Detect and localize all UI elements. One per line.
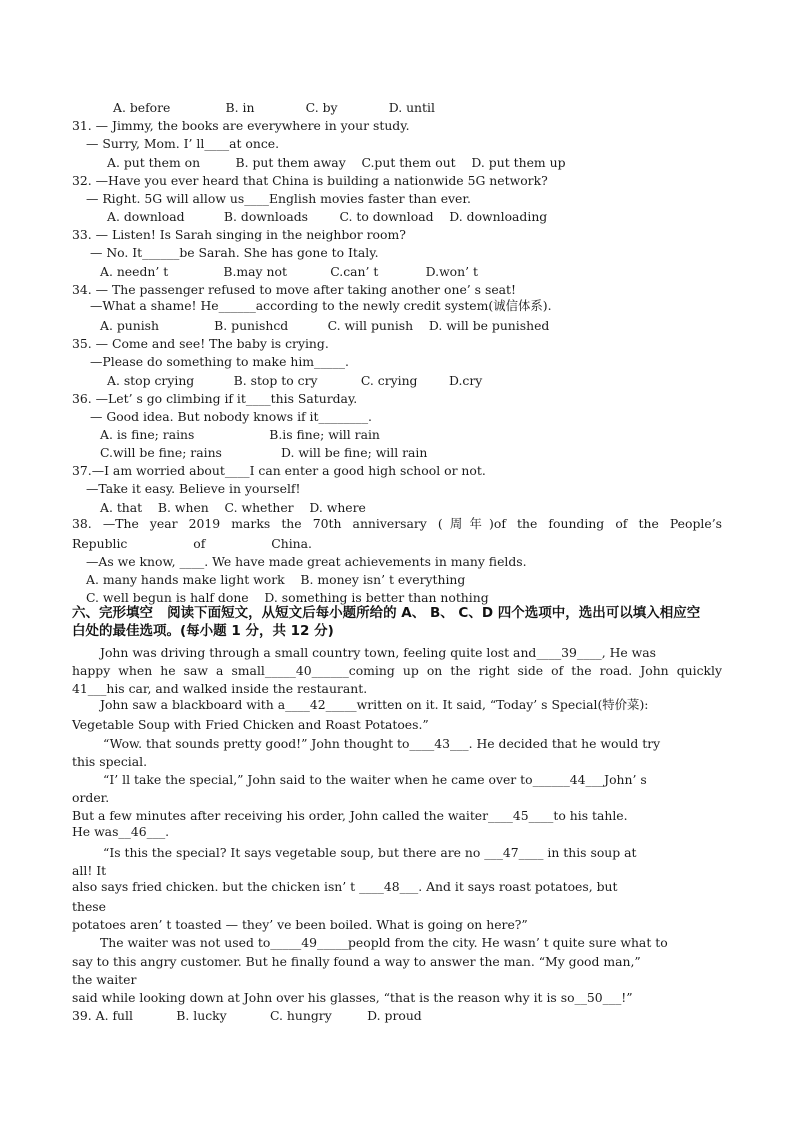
text-line-p3-l2: this special. bbox=[72, 754, 148, 769]
text-line-q30-opts: A. before B. in C. by D. until bbox=[113, 100, 435, 115]
text-line-p7-l2: say to this angry customer. But he finally found a way to answer the man. “My good man,” bbox=[72, 954, 641, 969]
text-line-q38-a: —As we know, ____. We have made great achievements in many fields. bbox=[86, 554, 527, 569]
text-line-q33-opts: A. needn’ t B.may not C.can’ t D.won’ t bbox=[100, 264, 478, 279]
text-line-p4-l2: order. bbox=[72, 790, 110, 805]
section-heading-line-1: 六、完形填空 阅读下面短文，从短文后每小题所给的 A、 B、 C、D 四个选项中，选出可以填入相应空 bbox=[72, 605, 701, 621]
text-line-p1-l2: happy when he saw a small_____40______coming up on the right side of the road. John quickly bbox=[72, 663, 722, 678]
text-line-q31-q: 31. — Jimmy, the books are everywhere in your study. bbox=[72, 118, 410, 133]
text-line-p7-l3: the waiter bbox=[72, 972, 137, 987]
text-line-p6-l5: potatoes aren’ t toasted — they’ ve been boiled. What is going on here?” bbox=[72, 917, 528, 932]
text-line-p1-l3: 41___his car, and walked inside the restaurant. bbox=[72, 681, 368, 696]
text-line-p5-l2: He was__46___. bbox=[72, 824, 170, 839]
text-line-p6-l4: these bbox=[72, 899, 106, 914]
text-line-q38-q2: Republic of China. bbox=[72, 536, 312, 551]
text-line-p2-l1: John saw a blackboard with a____42_____written on it. It said, “Today’ s Special(特价菜): bbox=[100, 697, 649, 712]
text-line-q33-q: 33. — Listen! Is Sarah singing in the neighbor room? bbox=[72, 227, 406, 242]
text-line-q37-a: —Take it easy. Believe in yourself! bbox=[86, 481, 301, 496]
text-line-q34-a: —What a shame! He______according to the newly credit system(诚信体系). bbox=[90, 298, 552, 313]
text-line-q32-opts: A. download B. downloads C. to download D. downloading bbox=[107, 209, 548, 224]
text-line-q39-opts: 39. A. full B. lucky C. hungry D. proud bbox=[72, 1008, 422, 1023]
text-line-q34-q: 34. — The passenger refused to move after taking another one’ s seat! bbox=[72, 282, 517, 297]
section-heading-line-2: 白处的最佳选项。(每小题 1 分，共 12 分) bbox=[72, 623, 334, 639]
text-line-q38-opts-1: A. many hands make light work B. money isn’ t everything bbox=[86, 572, 466, 587]
text-line-q36-a: — Good idea. But nobody knows if it________. bbox=[90, 409, 372, 424]
text-line-q35-q: 35. — Come and see! The baby is crying. bbox=[72, 336, 329, 351]
text-line-p5-l1: But a few minutes after receiving his order, John called the waiter____45____to his tahle. bbox=[72, 808, 628, 823]
text-line-p6-l3: also says fried chicken. but the chicken isn’ t ____48___. And it says roast potatoes, but bbox=[72, 879, 618, 894]
text-line-p6-l1: “Is this the special? It says vegetable soup, but there are no ___47____ in this soup at bbox=[103, 845, 637, 860]
text-line-p7-l4: said while looking down at John over his glasses, “that is the reason why it is so__50___!” bbox=[72, 990, 633, 1005]
text-line-q35-opts: A. stop crying B. stop to cry C. crying D.cry bbox=[107, 373, 483, 388]
text-line-q38-q: 38. —The year 2019 marks the 70th anniversary (周年)of the founding of the People’s bbox=[72, 516, 722, 531]
text-line-q31-a: — Surry, Mom. I’ ll____at once. bbox=[86, 136, 280, 151]
text-line-p4-l1: “I’ ll take the special,” John said to the waiter when he came over to______44___John’ s bbox=[103, 772, 647, 787]
text-line-q36-opts-1: A. is fine; rains B.is fine; will rain bbox=[100, 427, 380, 442]
text-line-p6-l2: all! It bbox=[72, 863, 107, 878]
text-line-q33-a: — No. It______be Sarah. She has gone to Italy. bbox=[90, 245, 379, 260]
text-line-q36-q: 36. —Let’ s go climbing if it____this Saturday. bbox=[72, 391, 358, 406]
text-line-p3-l1: “Wow. that sounds pretty good!” John thought to____43___. He decided that he would try bbox=[103, 736, 661, 751]
text-line-q32-a: — Right. 5G will allow us____English movies faster than ever. bbox=[86, 191, 471, 206]
text-line-p2-l2: Vegetable Soup with Fried Chicken and Roast Potatoes.” bbox=[72, 717, 429, 732]
text-line-q36-opts-2: C.will be fine; rains D. will be fine; will rain bbox=[100, 445, 428, 460]
text-line-p1-l1: John was driving through a small country town, feeling quite lost and____39____, He was bbox=[100, 645, 656, 660]
text-line-p7-l1: The waiter was not used to_____49_____peopld from the city. He wasn’ t quite sure what to bbox=[100, 935, 668, 950]
text-line-q35-a: —Please do something to make him_____. bbox=[90, 354, 349, 369]
text-line-q34-opts: A. punish B. punishcd C. will punish D. will be punished bbox=[100, 318, 550, 333]
text-line-q37-opts: A. that B. when C. whether D. where bbox=[100, 500, 366, 515]
text-line-q37-q: 37.—I am worried about____I can enter a good high school or not. bbox=[72, 463, 486, 478]
text-line-q38-opts-2: C. well begun is half done D. something is better than nothing bbox=[86, 590, 489, 605]
text-line-q32-q: 32. —Have you ever heard that China is building a nationwide 5G network? bbox=[72, 173, 548, 188]
text-line-q31-opts: A. put them on B. put them away C.put them out D. put them up bbox=[107, 155, 566, 170]
